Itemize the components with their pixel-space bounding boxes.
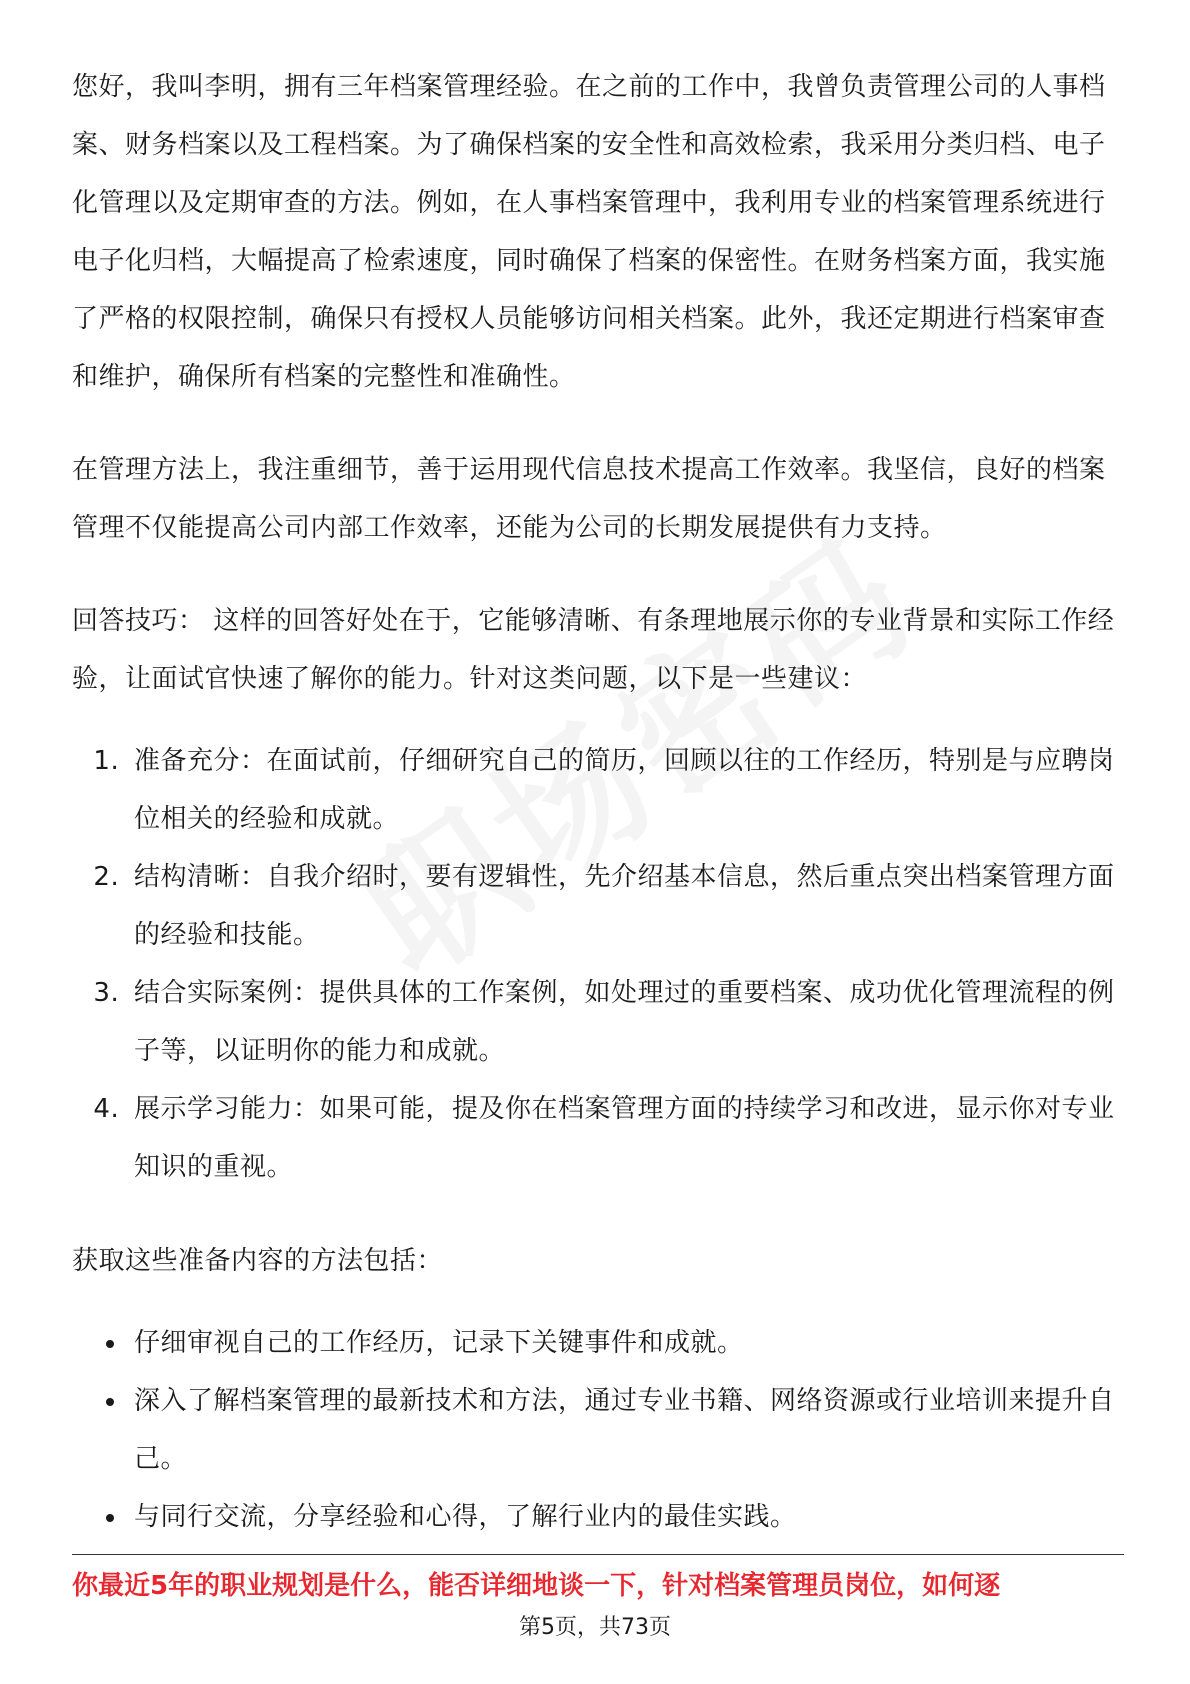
list-item: • 仔细审视自己的工作经历，记录下关键事件和成就。	[128, 1314, 1124, 1372]
page-content	[72, 58, 1124, 1582]
tips-intro-paragraph: 回答技巧： 这样的回答好处在于，它能够清晰、有条理地展示你的专业背景和实际工作经验，让面试官快速了解你的能力。针对这类问题，以下是一些建议：	[72, 606, 1115, 694]
intro-paragraph: 您好，我叫李明，拥有三年档案管理经验。在之前的工作中，我曾负责管理公司的人事档案、财务档案以及工程档案。为了确保档案的安全性和高效检索，我采用分类归档、电子化管理以及定期审查的方法。例如，在人事档案管理中，我利用专业的档案管理系统进行电子化归档，大幅提高了检索速度，同时确保了档案的保密性。在财务档案方面，我实施了严格的权限控制，确保只有授权人员能够访问相关档案。此外，我还定期进行档案审查和维护，确保所有档案的完整性和准确性。	[72, 72, 1106, 392]
list-item: 4. 展示学习能力：如果可能，提及你在档案管理方面的持续学习和改进，显示你对专业知识的重视。	[128, 1080, 1124, 1196]
next-question-heading: 你最近5年的职业规划是什么，能否详细地谈一下，针对档案管理员岗位，如何逐	[72, 1571, 1001, 1601]
list-item: 3. 结合实际案例：提供具体的工作案例，如处理过的重要档案、成功优化管理流程的例子等，以证明你的能力和成就。	[128, 964, 1124, 1080]
method-paragraph: 在管理方法上，我注重细节，善于运用现代信息技术提高工作效率。我坚信，良好的档案管理不仅能提高公司内部工作效率，还能为公司的长期发展提供有力支持。	[72, 455, 1106, 543]
section-divider	[72, 1554, 1124, 1555]
methods-list	[72, 1314, 1124, 1546]
list-item: • 深入了解档案管理的最新技术和方法，通过专业书籍、网络资源或行业培训来提升自己。	[128, 1372, 1124, 1488]
list-item: 2. 结构清晰：自我介绍时，要有逻辑性，先介绍基本信息，然后重点突出档案管理方面的经验和技能。	[128, 848, 1124, 964]
methods-intro-paragraph: 获取这些准备内容的方法包括：	[72, 1246, 444, 1276]
list-item: • 与同行交流，分享经验和心得，了解行业内的最佳实践。	[128, 1488, 1124, 1546]
page-number: 第5页，共73页	[519, 1615, 671, 1640]
list-item: 1. 准备充分：在面试前，仔细研究自己的简历，回顾以往的工作经历，特别是与应聘岗位相关的经验和成就。	[128, 732, 1124, 848]
tips-list	[72, 732, 1124, 1196]
